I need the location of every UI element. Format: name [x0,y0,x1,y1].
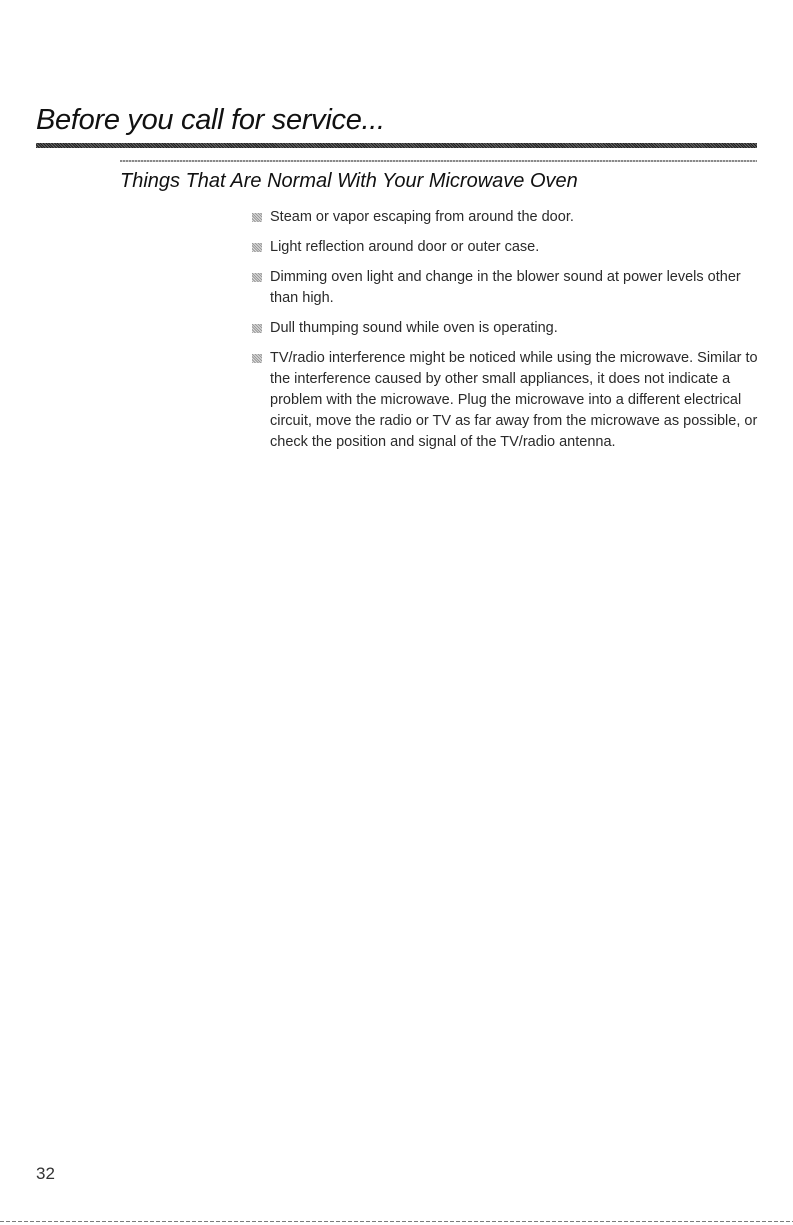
list-item-text: Light reflection around door or outer case. [270,239,540,255]
section-heading: Things That Are Normal With Your Microwave Oven [120,170,578,192]
list-item-text: Dimming oven light and change in the blower sound at power levels other than high. [270,269,741,306]
list-item [252,267,762,309]
list-item-text: TV/radio interference might be noticed while using the microwave. Similar to the interference caused by other small appliances, it does not indicate a problem with the microwave. Plug the microwave into a different electrical circuit, move the radio or TV as far away from the microwave as possible, or check the position and signal of the TV/radio antenna. [270,350,758,450]
normal-conditions-list [252,207,762,462]
bottom-edge-rule [0,1221,793,1222]
list-item [252,348,762,453]
list-item-text: Dull thumping sound while oven is operating. [270,320,558,336]
square-bullet-icon [252,243,262,252]
list-item [252,207,762,228]
list-item [252,237,762,258]
square-bullet-icon [252,273,262,282]
list-item-text: Steam or vapor escaping from around the door. [270,209,574,225]
square-bullet-icon [252,324,262,333]
title-underline-rule [36,143,757,148]
square-bullet-icon [252,213,262,222]
page-title: Before you call for service... [36,104,385,136]
list-item [252,318,762,339]
section-divider-rule [120,160,757,162]
square-bullet-icon [252,354,262,363]
page-number: 32 [36,1164,55,1183]
